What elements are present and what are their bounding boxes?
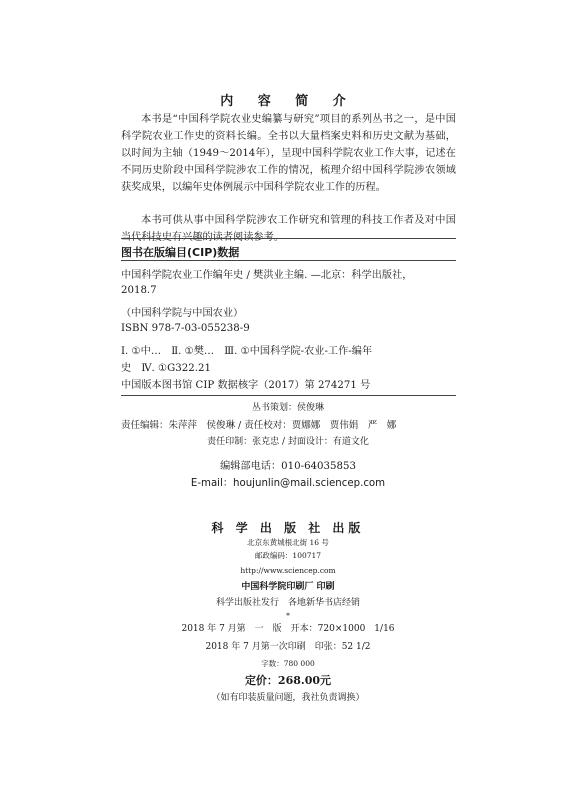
divider xyxy=(121,238,456,239)
cip-line: 史 Ⅳ. ①G322.21 xyxy=(121,363,211,374)
postcode: 邮政编码：100717 xyxy=(254,551,322,560)
distributor: 科学出版社发行 各地新华书店经销 xyxy=(215,598,360,608)
editorial-phone: 编辑部电话：010-64035853 xyxy=(220,461,356,472)
separator-star: * xyxy=(286,611,290,620)
intro-title: 内 容 简 介 xyxy=(220,94,356,109)
printer: 中国科学院印刷厂 印刷 xyxy=(241,582,335,592)
cip-line: （中国科学院与中国农业） xyxy=(121,308,244,319)
printing-info: 2018 年 7 月第一次印刷 印张：52 1/2 xyxy=(205,642,371,652)
cip-line: ISBN 978-7-03-055238-9 xyxy=(121,323,250,334)
publisher-url: http://www.sciencep.com xyxy=(240,566,336,575)
word-count: 字数：780 000 xyxy=(261,659,315,668)
edition-info: 2018 年 7 月第 一 版 开本：720×1000 1/16 xyxy=(181,624,395,634)
publisher-name: 科 学 出 版 社 出版 xyxy=(211,521,365,535)
intro-paragraph-2: 本书可供从事中国科学院涉农工作研究和管理的科技工作者及对中国当代科技史有兴趣的读者阅读参考。 xyxy=(121,215,456,243)
intro-paragraph-1: 本书是“中国科学院农业史编纂与研究”项目的系列丛书之一，是中国科学院农业工作史的资料长编。全书以大量档案史料和历史文献为基础，以时间为主轴（1949～2014年），呈现中国科学院农业工作大事，记述在不同历史阶段中国科学院涉农工作的情况，梳理介绍中国科学院涉农领域获奖成果，以编年史体例展示中国科学院农业工作的历程。 xyxy=(121,114,456,193)
responsible-editors: 责任编辑：朱萍萍 侯俊琳 / 责任校对：贾娜娜 贾伟娟 严 娜 xyxy=(121,420,397,431)
cip-number: 中国版本图书馆 CIP 数据核字（2017）第 274271 号 xyxy=(121,380,371,391)
publisher-address: 北京东黄城根北街 16 号 xyxy=(247,538,329,547)
cip-line: Ⅰ. ①中… Ⅱ. ①樊… Ⅲ. ①中国科学院-农业-工作-编年 xyxy=(121,346,373,357)
series-planner: 丛书策划：侯俊琳 xyxy=(251,403,324,413)
cip-heading: 图书在版编目(CIP)数据 xyxy=(121,246,240,259)
print-and-cover-design: 责任印制：张克忠 / 封面设计：有道文化 xyxy=(207,437,369,447)
divider xyxy=(121,260,456,261)
cip-line: 中国科学院农业工作编年史 / 樊洪业主编. —北京：科学出版社， xyxy=(121,270,413,281)
divider xyxy=(121,395,456,396)
price: 定价：268.00元 xyxy=(244,674,332,687)
cip-line: 2018.7 xyxy=(121,285,157,296)
quality-notice: （如有印装质量问题，我社负责调换） xyxy=(211,693,365,703)
editorial-email: E-mail：houjunlin@mail.sciencep.com xyxy=(190,478,386,489)
